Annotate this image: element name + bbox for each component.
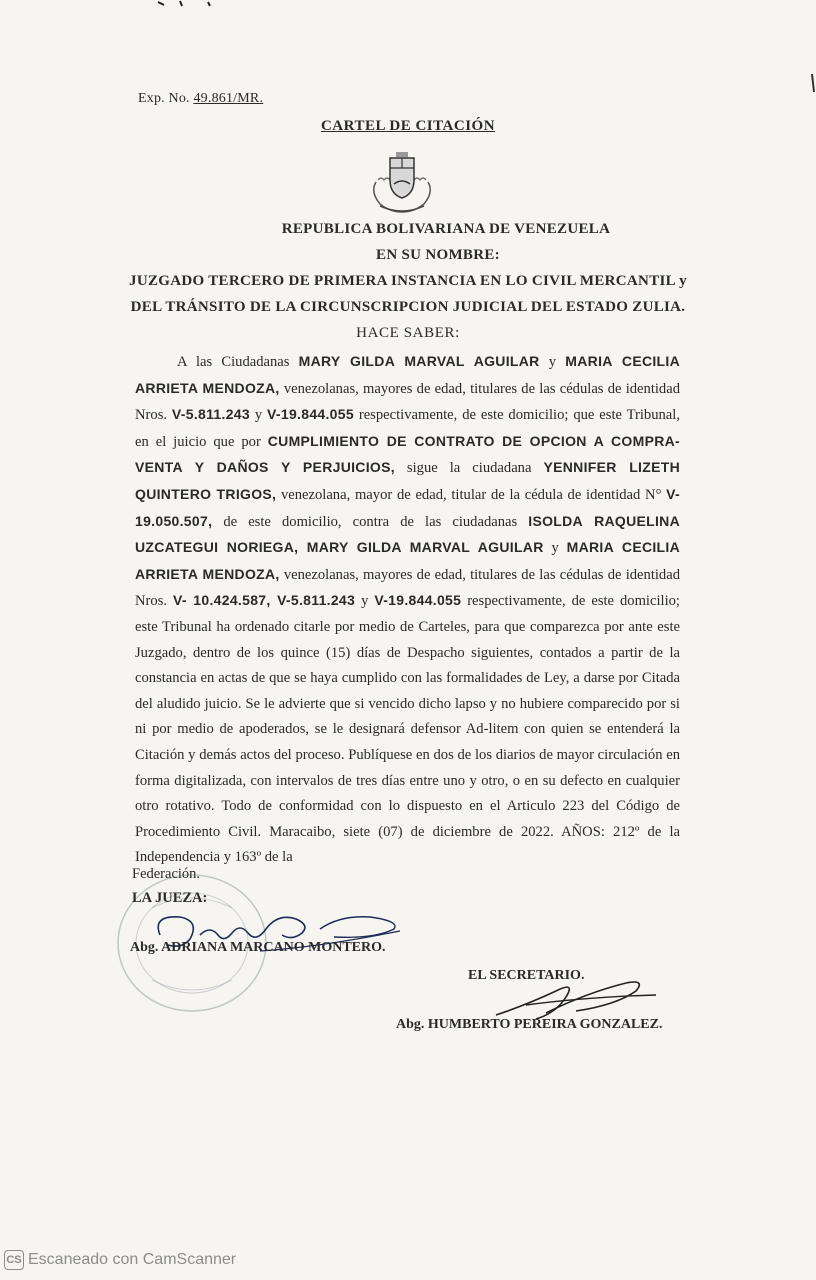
camscanner-text: Escaneado con CamScanner [28,1251,237,1268]
secretario-name: Abg. HUMBERTO PEREIRA GONZALEZ. [396,1017,663,1032]
expediente-number [138,91,263,107]
id-number: V-19.844.055 [267,406,354,423]
id-number: V- 10.424.587, V-5.811.243 [172,592,356,609]
header-transito: DEL TRÁNSITO DE LA CIRCUNSCRIPCION JUDICIAL DEL ESTADO ZULIA. [130,299,686,315]
secretario-label: EL SECRETARIO. [468,968,585,983]
body-text: y [539,354,566,370]
scan-marks [150,0,220,10]
body-text: venezolanas, mayores de edad, titulares de las cédulas de identidad Nros. [135,566,681,610]
id-number: V-19.844.055 [374,592,462,609]
body-text: y [543,540,567,557]
exp-value: 49.861/MR. [193,91,264,106]
hace-saber: HACE SABER: [356,325,460,341]
party-name: MARIA CECILIA ARRIETA MENDOZA, [135,353,681,396]
id-number: V-5.811.243 [171,406,250,423]
body-text: de este domicilio, contra de las ciudadanas [212,513,529,530]
party-name: ISOLDA RAQUELINA UZCATEGUI NORIEGA, MARY GILDA MARVAL AGUILAR [135,512,680,556]
body-text: respectivamente, de este domicilio; este Tribunal ha ordenado citarle por medio de Carteles, para que comparezca por ante este Juzgado, dentro de los quince (15) días de Despacho siguientes, contados a partir de la constancia en actas de que se haya cumplido con las formalidades de Ley, a darse por Citada del aludido juicio. Se le advierte que si vencido dicho lapso y no hubiere comparecido por si ni por medio de apoderados, se le designará defensor Ad-litem con quien se entenderá la Citación y demás actos del proceso. Publíquese en dos de los diarios de mayor circulación en forma digitalizada, con intervalos de tres días entre uno y otro, o en su defecto en cualquier otro rotativo. Todo de conformidad con lo dispuesto en el Articulo 223 del Código de Procedimiento Civil. Maracaibo, siete (07) de diciembre de 2022. AÑOS: 212º de la Independencia y 163º de la [135,593,680,866]
camscanner-logo-icon: CS [4,1250,24,1270]
party-name: YENNIFER LIZETH QUINTERO TRIGOS, [135,459,681,502]
header-republica: REPUBLICA BOLIVARIANA DE VENEZUELA [281,221,611,237]
jueza-label: LA JUEZA: [132,890,208,906]
party-name: MARY GILDA MARVAL AGUILAR [298,353,540,369]
body-text: respectivamente, de este domicilio; que este Tribunal, en el juicio que por [135,407,680,450]
body-text: y [249,407,268,424]
edge-mark [806,70,816,100]
body-text: y [355,593,375,610]
body-text: venezolana, mayor de edad, titular de la cédula de identidad N° [276,486,667,503]
jueza-name: Abg. ADRIANA MARCANO MONTERO. [130,940,386,955]
citation-body [135,349,680,871]
body-text: A las Ciudadanas [177,354,299,370]
case-type: CUMPLIMIENTO DE CONTRATO DE OPCION A COMPRA-VENTA Y DAÑOS Y PERJUICIOS, [135,432,681,476]
id-number: V-19.050.507, [135,485,680,529]
secretario-signature-icon [486,975,666,1023]
federacion-text: Federación. [132,866,201,882]
party-name: MARIA CECILIA ARRIETA MENDOZA, [135,539,681,582]
coat-of-arms-icon [366,152,438,214]
body-text: venezolanas, mayores de edad, titulares de las cédulas de identidad Nros. [135,380,681,424]
header-en-su-nombre: EN SU NOMBRE: [376,247,500,263]
camscanner-watermark [4,1250,236,1270]
exp-label: Exp. No. [138,91,190,106]
body-paragraph [135,349,680,871]
body-text: sigue la ciudadana [394,460,544,477]
cartel-title: CARTEL DE CITACIÓN [320,118,496,134]
header-juzgado: JUZGADO TERCERO DE PRIMERA INSTANCIA EN LO CIVIL MERCANTIL y [129,273,687,289]
